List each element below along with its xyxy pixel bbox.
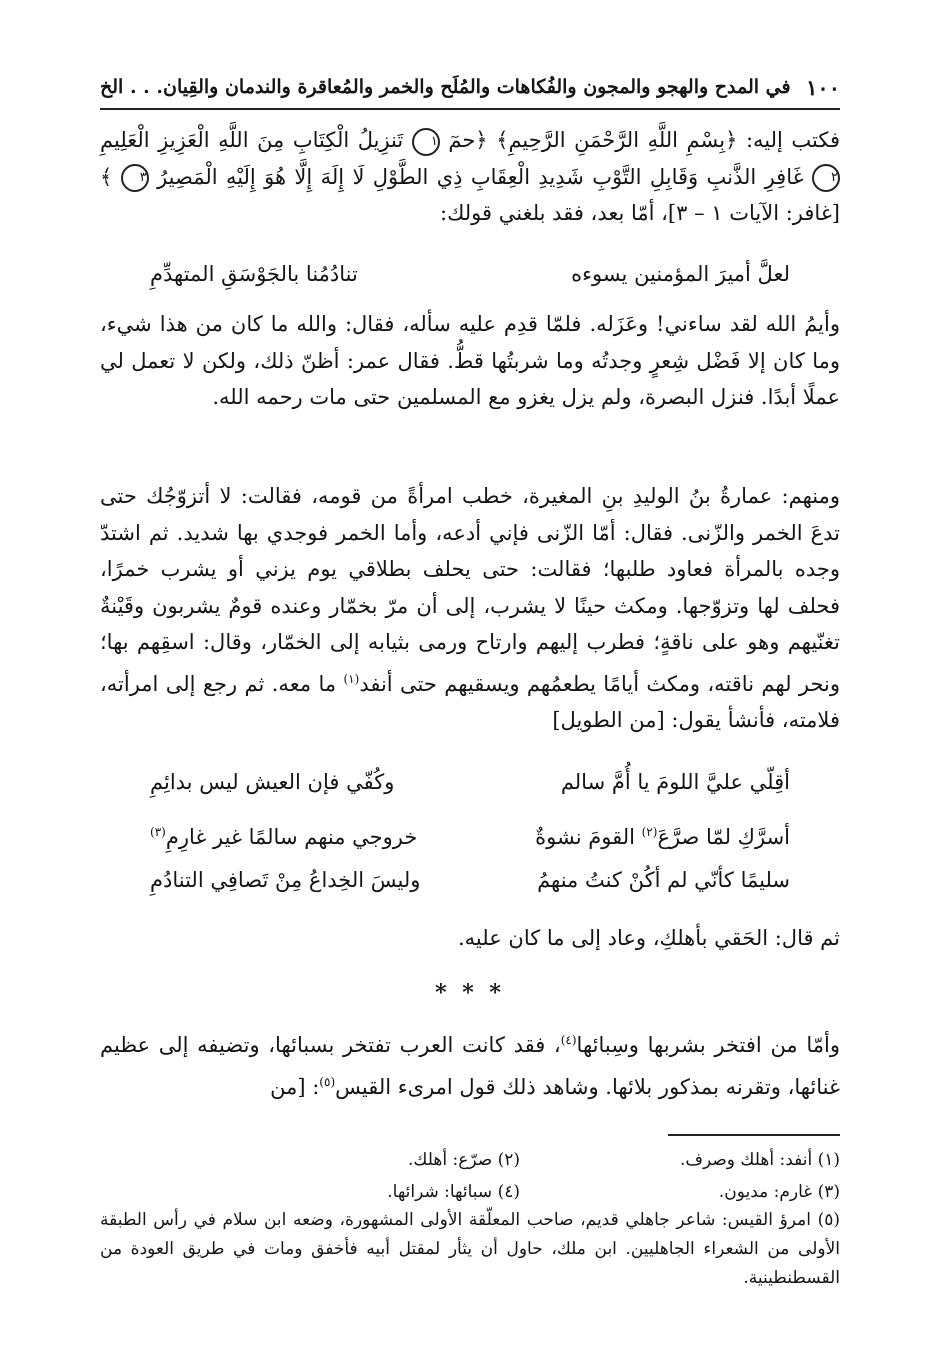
page-number: ١٠٠: [806, 74, 840, 100]
footnote-1: (١) أنفد: أهلك وصرف.: [679, 1150, 840, 1170]
ayah-number-marker: ١: [412, 128, 440, 156]
poem-line: [150, 814, 790, 850]
ayah-number-marker: ٣: [121, 164, 149, 192]
paragraph-1: وأيمُ الله لقد ساءني! وعَزَله. فلمّا قدِم عليه سأله، فقال: والله ما كان من هذا شيء، وما كان إلا فَضْل شِعرٍ وجدتُه وما شربتُها قطُّ. فقال عمر: أظنّ ذلك، ولكن لا تعمل لي عملًا أبدًا. فنزل البصرة، ولم يزل يغزو مع المسلمين حتى مات رحمه الله.: [100, 312, 840, 409]
footnote-5: (٥) امرؤ القيس: شاعر جاهلي قديم، صاحب المعلّقة الأولى المشهورة، وضعه ابن سلام في رأس الطبقة الأولى من الشعراء الجاهليين. ابن ملك، حاول أن يثأر لمقتل أبيه فأخفق ومات في طريق العودة من القسطنطينية.: [100, 1210, 840, 1288]
footnote-ref[interactable]: (١): [343, 671, 360, 686]
footnote-4: (٤) سبائها: شرائها.: [387, 1182, 520, 1202]
footnote-2: (٢) صرّع: أهلك.: [408, 1150, 520, 1170]
poem-first-hemistich: أقِلّي عليَّ اللومَ يا أُمَّ سالم: [560, 770, 790, 794]
poem-line: [150, 862, 790, 898]
poem-first-hemistich: سليمًا كأنّي لم أكُنْ كنتُ منهمُ: [537, 868, 790, 892]
poem-second-hemistich: [150, 814, 417, 850]
paragraph-4-text: ، فقد كانت العرب تفتخر بسبائها، وتضيفه إلى عظيم غنائها، وتقرنه بمذكور بلائها. وشاهد ذلك قول امرىء القيس: [100, 1033, 840, 1099]
quran-intro-paragraph: [100, 122, 840, 232]
running-header: [100, 70, 840, 104]
verse-second-hemistich: تنادُمُنا بالجَوْسَقِ المتهدِّمِ: [150, 262, 358, 286]
footnote-ref[interactable]: (٣): [150, 825, 166, 839]
paragraph-4: [100, 1022, 840, 1105]
quran-part-3: غَافِرِ الذَّنبِ وَقَابِلِ التَّوْبِ شَدِيدِ الْعِقَابِ ذِي الطَّوْلِ لَا إِلَهَ إِلَّا هُوَ إِلَيْهِ الْمَصِيرُ: [157, 164, 804, 189]
quran-part-2: تَنزِيلُ الْكِتَابِ مِنَ اللَّهِ الْعَزِيزِ الْعَلِيمِ: [100, 128, 404, 152]
poem-text: القومَ نشوةٌ: [535, 825, 642, 849]
footnote-3: (٣) غارم: مديون.: [718, 1182, 840, 1202]
verse-first-hemistich: لعلَّ أميرَ المؤمنين يسوءه: [571, 262, 790, 286]
header-rule: [100, 108, 840, 110]
footnote-rule: [668, 1134, 840, 1136]
poem-second-hemistich: وكُفّي فإن العيش ليس بدائِمِ: [150, 770, 395, 794]
poem-line: [150, 764, 790, 800]
paragraph-2-text: ومنهم: عمارةُ بنُ الوليدِ بنِ المغيرة، خطب امرأةً من قومه، فقالت: لا أتزوّجُك حتى تدعَ الخمر والزّنى. فقال: أمّا الزّنى فإني أدعه، وأما الخمر فوجدي بها شديد. ثم اشتدّ وجده بالمرأة فعاود طلبها؛ فقالت: حتى يحلف بطلاقي يوم يزني أو يشرب خمرًا، فحلف لها وتزوّجها. ومكث حينًا لا يشرب، إلى أن مرّ بخمّار وعنده قومٌ يشربون وقَيْنةٌ تغنّيهم وهو على ناقةٍ؛ فطرب إليهم وارتاح ورمى بثيابه إلى الخمّار، وقال: اسقِهم بها؛ ونحر لهم ناقته، ومكث أيامًا يطعمُهم ويسقيهم حتى أنفد: [100, 484, 840, 696]
running-title: في المدح والهجو والمجون والفُكاهات والمُلَح والخمر والمُعاقرة والندمان والقِيان. . . الخ: [100, 76, 791, 98]
section-separator: * * *: [435, 980, 505, 1006]
paragraph-3: ثم قال: الحَقي بأهلكِ، وعاد إلى ما كان عليه.: [457, 926, 840, 950]
paragraph-2-tail: ما معه. ثم رجع إلى امرأته، فلامته، فأنشأ يقول: [من الطويل]: [100, 671, 840, 732]
verse-line: [150, 256, 790, 292]
paragraph-2: [100, 478, 840, 739]
poem-second-hemistich: وليسَ الخِداعُ مِنْ تَصافِي التنادُمِ: [150, 868, 421, 892]
footnote-row: [100, 1146, 840, 1174]
poem-text: أسرَّكِ لمّا صرَّعَ: [657, 825, 790, 849]
paragraph-4-text: : [من: [270, 1074, 320, 1099]
poem-text: خروجي منهم سالمًا غير غارِمِ: [165, 825, 418, 849]
footnote-row: [100, 1178, 840, 1206]
ayah-number-marker: ٢: [812, 164, 840, 192]
footnote-ref[interactable]: (٢): [641, 825, 658, 839]
paragraph-4-text: وأمّا من افتخر بشربها وسِبائها: [576, 1033, 840, 1057]
poem-first-hemistich: [535, 814, 790, 850]
quran-citation: ﴾ [غافر: الآيات ١ – ٣]، أمّا بعد، فقد بلغني قولك:: [100, 164, 840, 225]
quran-lead: فكتب إليه: ﴿بِسْمِ اللَّهِ الرَّحْمَنِ الرَّحِيمِ﴾ ﴿حمٓ: [448, 128, 840, 152]
footnote-ref[interactable]: (٥): [319, 1074, 336, 1089]
footnote-ref[interactable]: (٤): [560, 1033, 577, 1047]
